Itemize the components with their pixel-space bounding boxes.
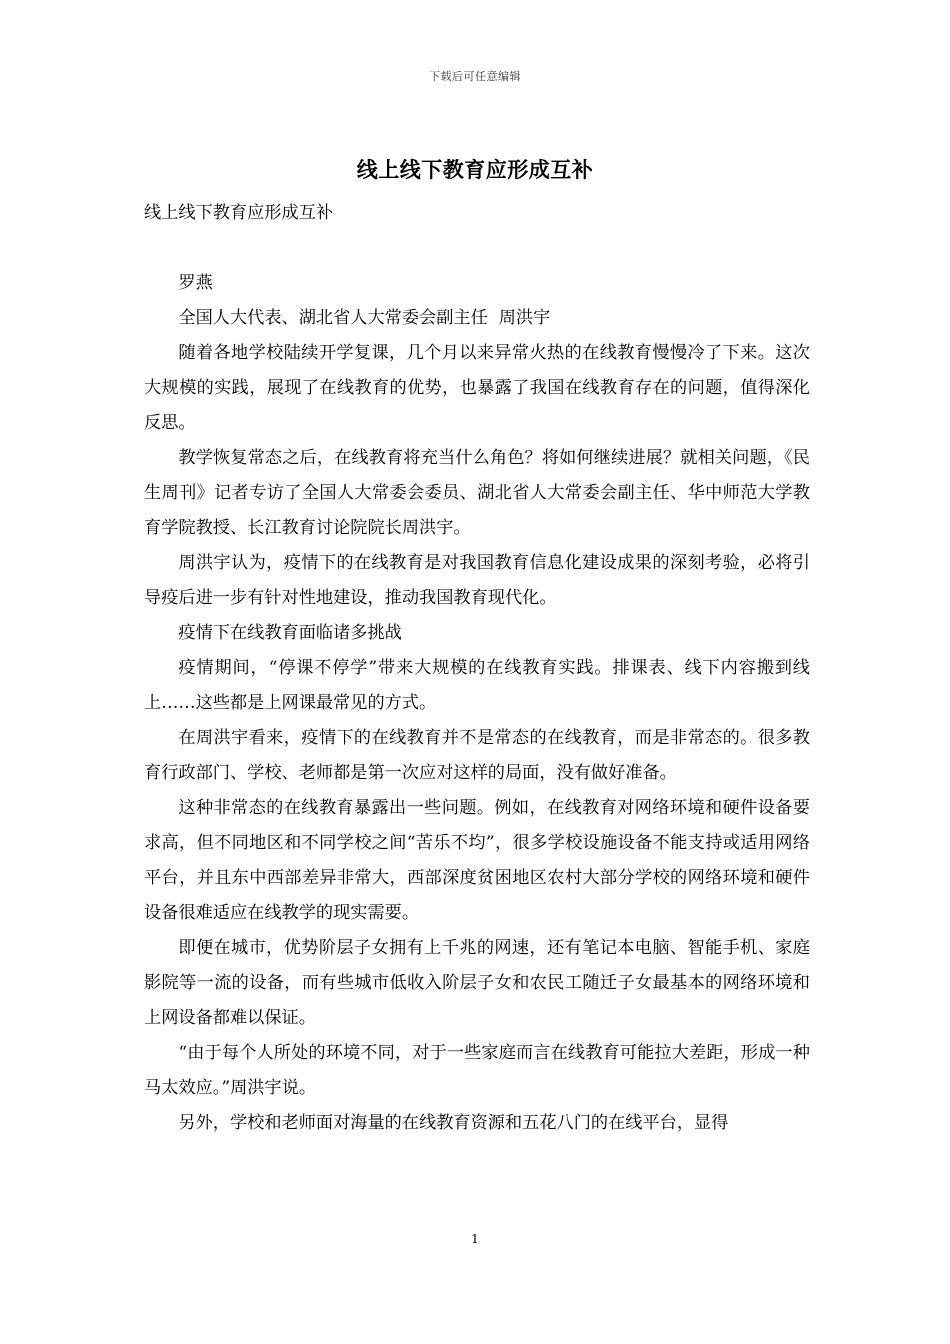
paragraph: 随着各地学校陆续开学复课，几个月以来异常火热的在线教育慢慢冷了下来。这次大规模的实践，展现了在线教育的优势，也暴露了我国在线教育存在的问题，值得深化反思。 [144,343,810,433]
blank-line [144,231,810,266]
subtitle: 线上线下教育应形成互补 [144,203,334,223]
byline: 全国人大代表、湖北省人大常委会副主任 周洪宇 [178,308,551,328]
paragraph: 另外，学校和老师面对海量的在线教育资源和五花八门的在线平台，显得 [178,1113,729,1133]
section-heading: 疫情下在线教育面临诸多挑战 [178,623,402,643]
paragraph: 教学恢复常态之后，在线教育将充当什么角色？将如何继续进展？就相关问题，《民生周刊》记者专访了全国人大常委会委员、湖北省人大常委会副主任、华中师范大学教育学院教授、长江教育讨论院院长周洪宇。 [144,448,810,538]
document-title: 线上线下教育应形成互补 [356,157,594,182]
document-body [144,196,810,1141]
header-note: 下载后可任意编辑 [429,70,521,83]
paragraph: 周洪宇认为，疫情下的在线教育是对我国教育信息化建设成果的深刻考验，必将引导疫后进一步有针对性地建设，推动我国教育现代化。 [144,553,810,608]
paragraph: “由于每个人所处的环境不同，对于一些家庭而言在线教育可能拉大差距，形成一种马太效应。”周洪宇说。 [144,1043,810,1098]
paragraph: 即便在城市，优势阶层子女拥有上千兆的网速，还有笔记本电脑、智能手机、家庭影院等一流的设备，而有些城市低收入阶层子女和农民工随迁子女最基本的网络环境和上网设备都难以保证。 [144,938,810,1028]
paragraph: 疫情期间，“停课不停学”带来大规模的在线教育实践。排课表、线下内容搬到线上……这些都是上网课最常见的方式。 [144,658,810,713]
paragraph: 在周洪宇看来，疫情下的在线教育并不是常态的在线教育，而是非常态的。很多教育行政部门、学校、老师都是第一次应对这样的局面，没有做好准备。 [144,728,810,783]
paragraph: 这种非常态的在线教育暴露出一些问题。例如，在线教育对网络环境和硬件设备要求高，但不同地区和不同学校之间“苦乐不均”，很多学校设施设备不能支持或适用网络平台，并且东中西部差异非常大，西部深度贫困地区农村大部分学校的网络环境和硬件设备很难适应在线教学的现实需要。 [144,798,810,923]
page-number: 1 [471,1232,479,1246]
author-line: 罗燕 [178,273,213,293]
